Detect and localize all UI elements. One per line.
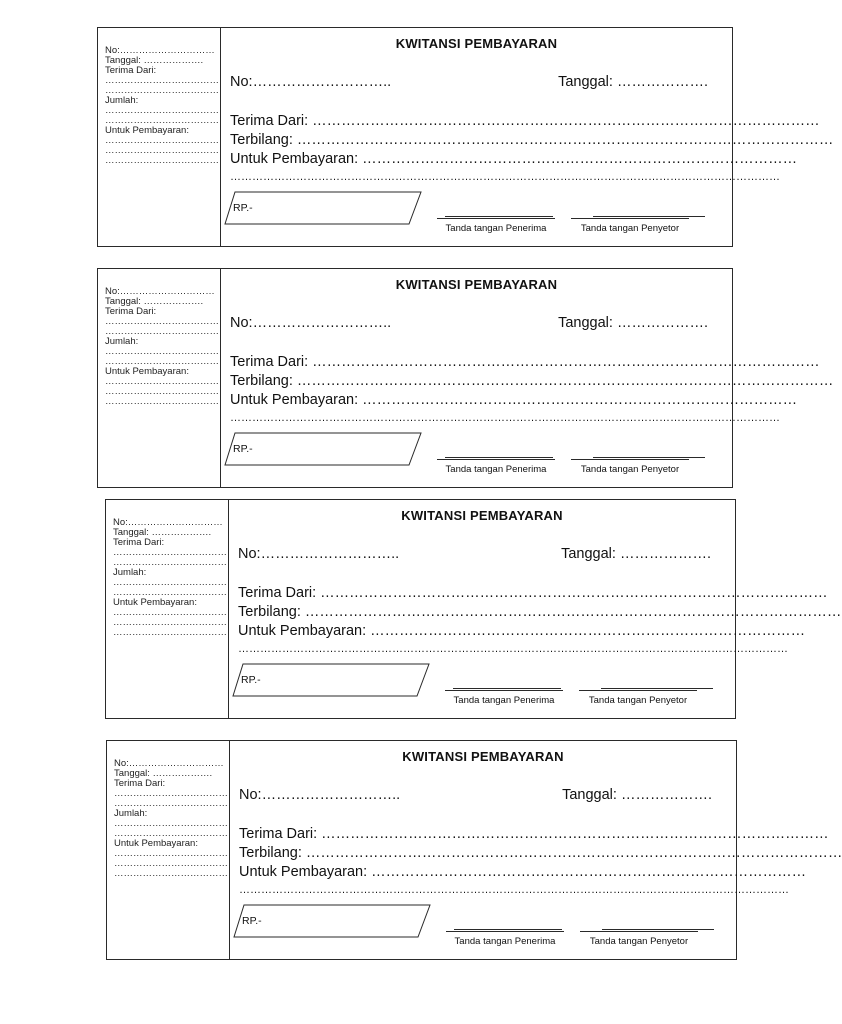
receipt-untuk-pembayaran: Untuk Pembayaran: ……………………………………………………………………………… [239, 864, 807, 880]
amount-label: RP.- [241, 674, 261, 686]
receipt-terbilang: Terbilang: ………………………………………………………………………………………………… [239, 845, 842, 861]
receipt-terima-dari: Terima Dari: …………………………………………………………………………………………… [238, 585, 828, 601]
stub-dotted-line: ……………………………… [114, 818, 228, 829]
receipt-untuk-pembayaran: Untuk Pembayaran: ……………………………………………………………………………… [230, 392, 798, 408]
signature-penerima: Tanda tangan Penerima [446, 931, 564, 947]
stub-no: No:………………………… [114, 758, 224, 769]
stub-dotted-line: ……………………………… [114, 798, 228, 809]
signature-penerima: Tanda tangan Penerima [437, 218, 555, 234]
stub-untuk-pembayaran: Untuk Pembayaran: [114, 838, 198, 849]
receipt-terima-dari: Terima Dari: …………………………………………………………………………………………… [230, 113, 820, 129]
stub-jumlah: Jumlah: [105, 336, 139, 347]
stub-dotted-line: ……………………………… [105, 115, 219, 126]
stub-dotted-line: ……………………………… [105, 155, 219, 166]
receipt-main [229, 500, 842, 718]
stub-jumlah: Jumlah: [105, 95, 139, 106]
receipt-stub [98, 269, 221, 487]
stub-dotted-line: ……………………………… [113, 557, 227, 568]
receipt-stub [107, 741, 230, 959]
receipt-form-1 [97, 27, 834, 247]
stub-dotted-line: ……………………………… [105, 386, 219, 397]
receipt-main [221, 269, 834, 487]
stub-dotted-line: ……………………………… [114, 848, 228, 859]
stub-untuk-pembayaran: Untuk Pembayaran: [113, 597, 197, 608]
receipt-main [221, 28, 834, 246]
amount-box [223, 190, 423, 226]
stub-terima-dari: Terima Dari: [113, 537, 165, 548]
stub-no: No:………………………… [113, 517, 223, 528]
amount-label: RP.- [242, 915, 262, 927]
signature-penyetor: Tanda tangan Penyetor [580, 931, 698, 947]
receipt-title: KWITANSI PEMBAYARAN [395, 36, 558, 51]
stub-dotted-line: ……………………………… [105, 75, 219, 86]
amount-box [232, 903, 432, 939]
stub-dotted-line: ……………………………… [105, 85, 219, 96]
stub-dotted-line: ……………………………… [114, 788, 228, 799]
stub-dotted-line: ……………………………… [105, 356, 219, 367]
signature-line [454, 929, 562, 930]
signature-penerima: Tanda tangan Penerima [437, 459, 555, 475]
stub-dotted-line: ……………………………… [114, 858, 228, 869]
stub-dotted-line: ……………………………… [113, 547, 227, 558]
receipt-terbilang: Terbilang: ………………………………………………………………………………………………… [230, 373, 834, 389]
receipt-extra-line: …………………………………………………………………………………………………………………………………… [230, 412, 780, 424]
stub-tanggal: Tanggal: ………………. [114, 768, 213, 779]
stub-untuk-pembayaran: Untuk Pembayaran: [105, 125, 189, 136]
receipt-untuk-pembayaran: Untuk Pembayaran: ……………………………………………………………………………… [230, 151, 798, 167]
receipt-form-3 [105, 499, 842, 719]
stub-dotted-line: ……………………………… [105, 105, 219, 116]
signature-line [602, 929, 714, 930]
amount-box [231, 662, 431, 698]
amount-label: RP.- [233, 202, 253, 214]
stub-dotted-line: ……………………………… [105, 135, 219, 146]
stub-jumlah: Jumlah: [114, 808, 148, 819]
stub-dotted-line: ……………………………… [113, 617, 227, 628]
stub-dotted-line: ……………………………… [113, 587, 227, 598]
signature-penyetor: Tanda tangan Penyetor [571, 459, 689, 475]
stub-tanggal: Tanggal: ………………. [105, 296, 204, 307]
receipt-extra-line: …………………………………………………………………………………………………………………………………… [230, 171, 780, 183]
receipt-extra-line: …………………………………………………………………………………………………………………………………… [238, 643, 788, 655]
receipt-untuk-pembayaran: Untuk Pembayaran: ……………………………………………………………………………… [238, 623, 806, 639]
stub-terima-dari: Terima Dari: [105, 306, 157, 317]
stub-dotted-line: ……………………………… [113, 577, 227, 588]
receipt-title: KWITANSI PEMBAYARAN [401, 508, 563, 523]
signature-penyetor: Tanda tangan Penyetor [571, 218, 689, 234]
receipt-no: No:……………………….. [238, 546, 400, 562]
receipt-terbilang: Terbilang: ………………………………………………………………………………………………… [238, 604, 842, 620]
receipt-terima-dari: Terima Dari: …………………………………………………………………………………………… [239, 826, 829, 842]
amount-box [223, 431, 423, 467]
stub-dotted-line: ……………………………… [105, 145, 219, 156]
receipt-tanggal: Tanggal: ………………. [558, 74, 708, 90]
signature-line [445, 216, 553, 217]
stub-terima-dari: Terima Dari: [105, 65, 157, 76]
signature-line [593, 457, 705, 458]
stub-dotted-line: ……………………………… [113, 607, 227, 618]
receipt-no: No:……………………….. [230, 315, 392, 331]
receipt-extra-line: …………………………………………………………………………………………………………………………………… [239, 884, 789, 896]
signature-line [593, 216, 705, 217]
receipt-main [230, 741, 842, 959]
stub-tanggal: Tanggal: ………………. [113, 527, 212, 538]
stub-dotted-line: ……………………………… [105, 346, 219, 357]
receipt-no: No:……………………….. [239, 787, 401, 803]
receipt-tanggal: Tanggal: ………………. [562, 787, 712, 803]
stub-dotted-line: ……………………………… [105, 316, 219, 327]
receipt-tanggal: Tanggal: ………………. [558, 315, 708, 331]
receipt-terima-dari: Terima Dari: …………………………………………………………………………………………… [230, 354, 820, 370]
stub-no: No:………………………… [105, 45, 215, 56]
receipt-no: No:……………………….. [230, 74, 392, 90]
signature-line [445, 457, 553, 458]
receipt-terbilang: Terbilang: ………………………………………………………………………………………………… [230, 132, 834, 148]
receipt-tanggal: Tanggal: ………………. [561, 546, 711, 562]
stub-dotted-line: ……………………………… [105, 396, 219, 407]
receipt-form-4 [106, 740, 842, 960]
signature-penyetor: Tanda tangan Penyetor [579, 690, 697, 706]
stub-untuk-pembayaran: Untuk Pembayaran: [105, 366, 189, 377]
stub-dotted-line: ……………………………… [113, 627, 227, 638]
stub-dotted-line: ……………………………… [114, 868, 228, 879]
receipt-stub [98, 28, 221, 246]
stub-dotted-line: ……………………………… [105, 376, 219, 387]
signature-penerima: Tanda tangan Penerima [445, 690, 563, 706]
receipt-title: KWITANSI PEMBAYARAN [402, 749, 564, 764]
receipt-title: KWITANSI PEMBAYARAN [395, 277, 558, 292]
stub-dotted-line: ……………………………… [105, 326, 219, 337]
stub-terima-dari: Terima Dari: [114, 778, 166, 789]
receipt-stub [106, 500, 229, 718]
stub-no: No:………………………… [105, 286, 215, 297]
stub-tanggal: Tanggal: ………………. [105, 55, 204, 66]
stub-dotted-line: ……………………………… [114, 828, 228, 839]
stub-jumlah: Jumlah: [113, 567, 147, 578]
receipt-form-2 [97, 268, 834, 488]
signature-line [453, 688, 561, 689]
amount-label: RP.- [233, 443, 253, 455]
signature-line [601, 688, 713, 689]
